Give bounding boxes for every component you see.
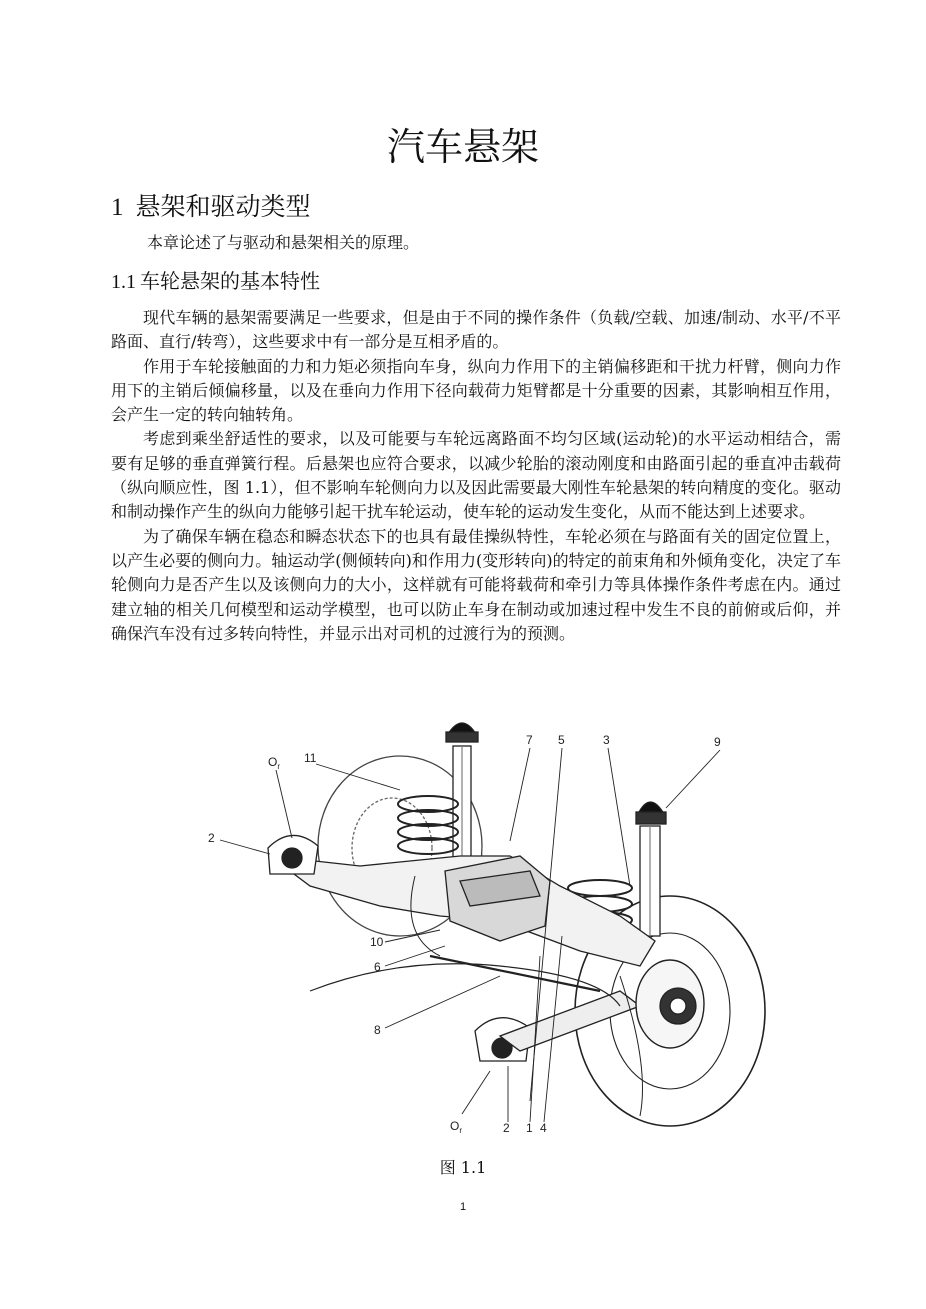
subsection-heading: [111, 266, 320, 297]
figure-caption: 图 1.1: [439, 1158, 487, 1177]
label-10: 10: [370, 935, 384, 949]
body-text: [111, 306, 841, 646]
label-5: 5: [558, 733, 565, 747]
suspension-figure: [200, 706, 770, 1146]
label-o-bottom: $O_r$: [450, 1119, 463, 1135]
label-4: 4: [540, 1121, 547, 1135]
tie-rod: [430, 956, 600, 991]
label-11: 11: [304, 751, 317, 765]
lower-control-arm: [500, 991, 640, 1051]
label-1: 1: [526, 1121, 533, 1135]
section-title: 悬架和驱动类型: [135, 192, 311, 221]
label-2-bottom: 2: [503, 1121, 510, 1135]
label-6: 6: [374, 960, 381, 974]
subsection-number: 1.1: [111, 271, 136, 293]
paragraph: 为了确保车辆在稳态和瞬态状态下的也具有最佳操纵特性，车轮必须在与路面有关的固定位置上，以产生必要的侧向力。轴运动学(侧倾转向)和作用力(变形转向)的特定的前束角和外倾角变化，决定了车轮侧向力是否产生以及该侧向力的大小，这样就有可能将载荷和牵引力等具体操作条件考虑在内。通过建立轴的相关几何模型和运动学模型，也可以防止车身在制动或加速过程中发生不良的前俯或后仰，并确保汽车没有过多转向特性，并显示出对司机的过渡行为的预测。: [111, 526, 841, 643]
label-2-top: 2: [208, 831, 215, 845]
section-number: 1: [111, 194, 124, 221]
label-3: 3: [603, 733, 610, 747]
label-9: 9: [714, 735, 721, 749]
paragraph: 现代车辆的悬架需要满足一些要求，但是由于不同的操作条件（负载/空载、加速/制动、水平/不平路面、直行/转弯），这些要求中有一部分是互相矛盾的。: [111, 308, 841, 352]
paragraph: 考虑到乘坐舒适性的要求，以及可能要与车轮远离路面不均匀区域(运动轮)的水平运动相结合，需要有足够的垂直弹簧行程。后悬架也应符合要求，以减少轮胎的滚动刚度和由路面引起的垂直冲击载荷（纵向顺应性，图 1.1），但不影响车轮侧向力以及因此需要最大刚性车轮悬架的转向精度的变化。驱动和制动操作产生的纵向力能够引起干扰车轮运动，使车轮的运动发生变化，从而不能达到上述要求。: [111, 429, 841, 522]
subsection-title: 车轮悬架的基本特性: [140, 269, 320, 293]
label-8: 8: [374, 1023, 381, 1037]
label-7: 7: [526, 733, 533, 747]
left-coil-spring: [398, 796, 458, 854]
label-o-top: $O_r$: [268, 755, 281, 771]
intro-paragraph: 本章论述了与驱动和悬架相关的原理。: [147, 233, 420, 252]
page-number: 1: [459, 1201, 467, 1213]
section-heading: [111, 190, 311, 225]
paragraph: 作用于车轮接触面的力和力矩必须指向车身，纵向力作用下的主销偏移距和干扰力杆臂，侧向力作用下的主销后倾偏移量，以及在垂向力作用下径向载荷力矩臂都是十分重要的因素，其影响相互作用，会产生一定的转向轴转角。: [111, 356, 841, 425]
document-title: 汽车悬架: [386, 125, 539, 169]
